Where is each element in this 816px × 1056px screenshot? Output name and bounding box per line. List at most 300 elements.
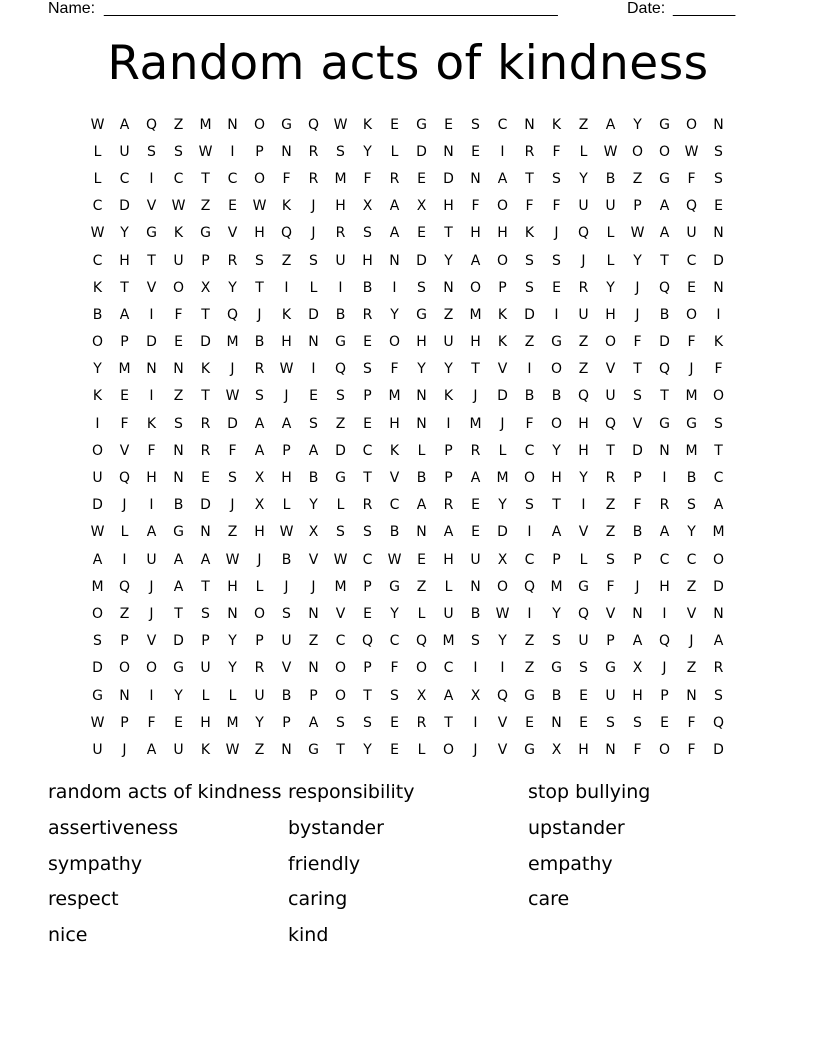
grid-letter[interactable]: U — [92, 470, 103, 487]
grid-letter[interactable]: W — [198, 143, 213, 160]
grid-letter[interactable]: D — [713, 252, 724, 269]
grid-letter[interactable]: F — [147, 714, 156, 731]
grid-letter[interactable]: F — [363, 170, 372, 187]
grid-letter[interactable]: N — [632, 605, 643, 622]
grid-letter[interactable]: D — [713, 578, 724, 595]
grid-letter[interactable]: V — [146, 279, 157, 296]
grid-letter[interactable]: T — [525, 170, 534, 187]
grid-letter[interactable]: P — [201, 633, 210, 650]
grid-letter[interactable]: A — [443, 687, 454, 704]
grid-letter[interactable]: T — [471, 361, 480, 378]
grid-letter[interactable]: Z — [308, 633, 319, 650]
grid-letter[interactable]: Y — [228, 660, 237, 677]
grid-letter[interactable]: W — [90, 116, 105, 133]
grid-letter[interactable]: V — [605, 605, 616, 622]
grid-letter[interactable]: X — [416, 687, 427, 704]
grid-letter[interactable]: Z — [227, 524, 238, 541]
grid-letter[interactable]: S — [471, 633, 480, 650]
grid-letter[interactable]: A — [146, 741, 157, 758]
grid-letter[interactable]: F — [390, 660, 399, 677]
grid-letter[interactable]: J — [284, 388, 289, 405]
grid-letter[interactable]: I — [392, 279, 397, 296]
grid-letter[interactable]: X — [254, 470, 265, 487]
grid-letter[interactable]: Z — [524, 334, 535, 351]
grid-letter[interactable]: M — [469, 306, 482, 323]
grid-letter[interactable]: E — [363, 334, 372, 351]
grid-letter[interactable]: B — [605, 170, 616, 187]
grid-letter[interactable]: B — [92, 306, 103, 323]
grid-letter[interactable]: V — [335, 605, 346, 622]
grid-letter[interactable]: Z — [254, 741, 265, 758]
grid-letter[interactable]: F — [687, 334, 696, 351]
grid-letter[interactable]: J — [230, 361, 235, 378]
grid-letter[interactable]: V — [497, 741, 508, 758]
grid-letter[interactable]: S — [417, 279, 426, 296]
grid-letter[interactable]: C — [713, 470, 724, 487]
grid-letter[interactable]: D — [173, 633, 184, 650]
grid-letter[interactable]: D — [443, 170, 454, 187]
grid-letter[interactable]: H — [659, 578, 670, 595]
grid-letter[interactable]: O — [685, 306, 698, 323]
grid-letter[interactable]: T — [120, 279, 129, 296]
grid-letter[interactable]: I — [527, 524, 532, 541]
grid-letter[interactable]: M — [334, 170, 347, 187]
grid-letter[interactable]: C — [524, 442, 535, 459]
grid-letter[interactable]: Y — [498, 497, 507, 514]
grid-letter[interactable]: Z — [524, 660, 535, 677]
grid-letter[interactable]: O — [496, 198, 509, 215]
grid-letter[interactable]: I — [149, 687, 154, 704]
grid-letter[interactable]: S — [174, 415, 183, 432]
grid-letter[interactable]: B — [686, 470, 697, 487]
grid-letter[interactable]: Y — [633, 252, 642, 269]
grid-letter[interactable]: T — [714, 442, 723, 459]
grid-letter[interactable]: Y — [309, 497, 318, 514]
grid-letter[interactable]: N — [281, 143, 292, 160]
grid-letter[interactable]: L — [606, 225, 615, 242]
grid-letter[interactable]: C — [92, 198, 103, 215]
grid-letter[interactable]: Y — [228, 279, 237, 296]
grid-letter[interactable]: E — [201, 470, 210, 487]
grid-letter[interactable]: D — [227, 415, 238, 432]
grid-letter[interactable]: O — [712, 551, 725, 568]
grid-letter[interactable]: J — [473, 741, 478, 758]
grid-letter[interactable]: O — [685, 116, 698, 133]
grid-letter[interactable]: Z — [578, 334, 589, 351]
grid-letter[interactable]: I — [581, 497, 586, 514]
grid-letter[interactable]: Q — [280, 225, 293, 242]
grid-letter[interactable]: H — [227, 578, 238, 595]
grid-letter[interactable]: B — [254, 334, 265, 351]
grid-letter[interactable]: S — [336, 714, 345, 731]
grid-letter[interactable]: G — [578, 578, 589, 595]
grid-letter[interactable]: U — [686, 225, 697, 242]
grid-letter[interactable]: E — [363, 415, 372, 432]
grid-letter[interactable]: V — [227, 225, 238, 242]
grid-letter[interactable]: B — [389, 524, 400, 541]
grid-letter[interactable]: B — [335, 306, 346, 323]
grid-letter[interactable]: K — [713, 334, 724, 351]
grid-letter[interactable]: Z — [686, 660, 697, 677]
grid-letter[interactable]: X — [416, 198, 427, 215]
grid-letter[interactable]: N — [308, 660, 319, 677]
grid-letter[interactable]: S — [363, 361, 372, 378]
grid-letter[interactable]: A — [659, 198, 670, 215]
grid-letter[interactable]: B — [173, 497, 184, 514]
grid-letter[interactable]: D — [335, 442, 346, 459]
grid-letter[interactable]: M — [469, 415, 482, 432]
grid-letter[interactable]: G — [335, 470, 346, 487]
grid-letter[interactable]: K — [281, 306, 292, 323]
grid-letter[interactable]: H — [146, 470, 157, 487]
grid-letter[interactable]: W — [252, 198, 267, 215]
grid-letter[interactable]: X — [470, 687, 481, 704]
grid-letter[interactable]: E — [390, 741, 399, 758]
grid-letter[interactable]: Z — [443, 306, 454, 323]
grid-letter[interactable]: A — [254, 442, 265, 459]
grid-letter[interactable]: R — [443, 497, 454, 514]
grid-letter[interactable]: L — [579, 551, 588, 568]
grid-letter[interactable]: J — [473, 388, 478, 405]
grid-letter[interactable]: U — [92, 741, 103, 758]
grid-letter[interactable]: H — [362, 252, 373, 269]
grid-letter[interactable]: Y — [93, 361, 102, 378]
grid-letter[interactable]: G — [173, 660, 184, 677]
grid-letter[interactable]: I — [149, 170, 154, 187]
grid-letter[interactable]: S — [336, 388, 345, 405]
grid-letter[interactable]: P — [309, 687, 318, 704]
grid-letter[interactable]: B — [362, 279, 373, 296]
grid-letter[interactable]: K — [524, 225, 535, 242]
grid-letter[interactable]: H — [254, 225, 265, 242]
grid-letter[interactable]: H — [200, 714, 211, 731]
grid-letter[interactable]: I — [95, 415, 100, 432]
grid-letter[interactable]: J — [635, 306, 640, 323]
grid-letter[interactable]: L — [336, 497, 345, 514]
grid-letter[interactable]: K — [443, 388, 454, 405]
grid-letter[interactable]: Z — [578, 361, 589, 378]
grid-letter[interactable]: U — [578, 633, 589, 650]
grid-letter[interactable]: P — [606, 633, 615, 650]
grid-letter[interactable]: Q — [307, 116, 320, 133]
grid-letter[interactable]: S — [525, 279, 534, 296]
grid-letter[interactable]: F — [552, 198, 561, 215]
grid-letter[interactable]: R — [227, 252, 238, 269]
grid-letter[interactable]: Y — [417, 361, 426, 378]
grid-letter[interactable]: S — [714, 687, 723, 704]
grid-letter[interactable]: A — [659, 225, 670, 242]
grid-letter[interactable]: O — [442, 741, 455, 758]
grid-letter[interactable]: R — [200, 442, 211, 459]
grid-letter[interactable]: F — [552, 143, 561, 160]
grid-letter[interactable]: L — [228, 687, 237, 704]
grid-letter[interactable]: Y — [687, 524, 696, 541]
grid-letter[interactable]: J — [635, 578, 640, 595]
grid-letter[interactable]: W — [630, 225, 645, 242]
grid-letter[interactable]: M — [334, 578, 347, 595]
grid-letter[interactable]: I — [554, 306, 559, 323]
grid-letter[interactable]: Z — [173, 388, 184, 405]
grid-letter[interactable]: O — [118, 660, 131, 677]
grid-letter[interactable]: I — [230, 143, 235, 160]
grid-letter[interactable]: A — [632, 633, 643, 650]
grid-letter[interactable]: N — [308, 334, 319, 351]
grid-letter[interactable]: S — [201, 605, 210, 622]
grid-letter[interactable]: E — [174, 334, 183, 351]
grid-letter[interactable]: U — [146, 551, 157, 568]
grid-letter[interactable]: O — [253, 116, 266, 133]
grid-letter[interactable]: C — [389, 633, 400, 650]
grid-letter[interactable]: I — [284, 279, 289, 296]
grid-letter[interactable]: P — [633, 470, 642, 487]
grid-letter[interactable]: E — [309, 388, 318, 405]
grid-letter[interactable]: V — [281, 660, 292, 677]
grid-letter[interactable]: G — [416, 116, 427, 133]
grid-letter[interactable]: H — [632, 687, 643, 704]
grid-letter[interactable]: A — [119, 306, 130, 323]
grid-letter[interactable]: A — [281, 415, 292, 432]
grid-letter[interactable]: P — [363, 578, 372, 595]
grid-letter[interactable]: V — [578, 524, 589, 541]
grid-letter[interactable]: Y — [363, 143, 372, 160]
grid-letter[interactable]: I — [149, 388, 154, 405]
grid-letter[interactable]: L — [120, 524, 129, 541]
grid-letter[interactable]: H — [389, 415, 400, 432]
grid-letter[interactable]: G — [524, 687, 535, 704]
grid-letter[interactable]: R — [362, 497, 373, 514]
grid-letter[interactable]: O — [91, 605, 104, 622]
grid-letter[interactable]: R — [254, 660, 265, 677]
grid-letter[interactable]: A — [146, 524, 157, 541]
grid-letter[interactable]: N — [443, 143, 454, 160]
grid-letter[interactable]: A — [605, 116, 616, 133]
grid-letter[interactable]: H — [335, 198, 346, 215]
grid-letter[interactable]: H — [578, 442, 589, 459]
grid-letter[interactable]: Q — [658, 279, 671, 296]
grid-letter[interactable]: K — [92, 279, 103, 296]
grid-letter[interactable]: O — [334, 687, 347, 704]
grid-letter[interactable]: N — [470, 578, 481, 595]
grid-letter[interactable]: B — [659, 306, 670, 323]
grid-letter[interactable]: Z — [605, 497, 616, 514]
grid-letter[interactable]: G — [200, 225, 211, 242]
grid-letter[interactable]: S — [525, 497, 534, 514]
grid-letter[interactable]: M — [442, 633, 455, 650]
grid-letter[interactable]: N — [200, 524, 211, 541]
grid-letter[interactable]: V — [146, 198, 157, 215]
grid-letter[interactable]: D — [308, 306, 319, 323]
grid-letter[interactable]: V — [632, 415, 643, 432]
grid-letter[interactable]: W — [225, 388, 240, 405]
grid-letter[interactable]: F — [633, 497, 642, 514]
grid-letter[interactable]: S — [255, 388, 264, 405]
grid-letter[interactable]: H — [551, 470, 562, 487]
grid-letter[interactable]: E — [390, 116, 399, 133]
grid-letter[interactable]: Z — [686, 578, 697, 595]
grid-letter[interactable]: L — [498, 442, 507, 459]
grid-letter[interactable]: P — [255, 143, 264, 160]
grid-letter[interactable]: U — [173, 741, 184, 758]
grid-letter[interactable]: S — [336, 143, 345, 160]
grid-letter[interactable]: F — [282, 170, 291, 187]
grid-letter[interactable]: R — [578, 279, 589, 296]
grid-letter[interactable]: F — [687, 741, 696, 758]
grid-letter[interactable]: S — [363, 714, 372, 731]
grid-letter[interactable]: H — [443, 551, 454, 568]
grid-letter[interactable]: C — [686, 252, 697, 269]
grid-letter[interactable]: S — [363, 225, 372, 242]
grid-letter[interactable]: K — [389, 442, 400, 459]
grid-letter[interactable]: U — [173, 252, 184, 269]
grid-letter[interactable]: S — [255, 252, 264, 269]
grid-letter[interactable]: T — [201, 578, 210, 595]
grid-letter[interactable]: A — [470, 470, 481, 487]
grid-letter[interactable]: J — [284, 578, 289, 595]
grid-letter[interactable]: S — [552, 633, 561, 650]
grid-letter[interactable]: R — [308, 143, 319, 160]
grid-letter[interactable]: Q — [658, 633, 671, 650]
grid-letter[interactable]: U — [605, 198, 616, 215]
grid-letter[interactable]: D — [92, 497, 103, 514]
grid-letter[interactable]: T — [255, 279, 264, 296]
grid-letter[interactable]: W — [603, 143, 618, 160]
grid-letter[interactable]: F — [525, 415, 534, 432]
grid-letter[interactable]: T — [363, 687, 372, 704]
grid-letter[interactable]: N — [686, 687, 697, 704]
grid-letter[interactable]: U — [578, 306, 589, 323]
grid-letter[interactable]: G — [659, 415, 670, 432]
grid-letter[interactable]: T — [363, 470, 372, 487]
grid-letter[interactable]: U — [281, 633, 292, 650]
grid-letter[interactable]: C — [389, 497, 400, 514]
grid-letter[interactable]: S — [606, 714, 615, 731]
grid-letter[interactable]: H — [443, 198, 454, 215]
grid-letter[interactable]: F — [687, 170, 696, 187]
grid-letter[interactable]: S — [309, 252, 318, 269]
grid-letter[interactable]: U — [470, 551, 481, 568]
grid-letter[interactable]: H — [281, 334, 292, 351]
grid-letter[interactable]: T — [201, 388, 210, 405]
grid-letter[interactable]: G — [686, 415, 697, 432]
grid-letter[interactable]: A — [389, 225, 400, 242]
grid-letter[interactable]: H — [578, 741, 589, 758]
grid-letter[interactable]: Q — [496, 687, 509, 704]
grid-letter[interactable]: N — [308, 605, 319, 622]
grid-letter[interactable]: K — [281, 198, 292, 215]
grid-letter[interactable]: F — [714, 361, 723, 378]
grid-letter[interactable]: Q — [118, 470, 131, 487]
grid-letter[interactable]: G — [551, 334, 562, 351]
grid-letter[interactable]: V — [497, 714, 508, 731]
grid-letter[interactable]: X — [632, 660, 643, 677]
grid-letter[interactable]: T — [201, 170, 210, 187]
grid-letter[interactable]: E — [120, 388, 129, 405]
grid-letter[interactable]: W — [90, 524, 105, 541]
grid-letter[interactable]: V — [605, 361, 616, 378]
grid-letter[interactable]: W — [279, 524, 294, 541]
grid-letter[interactable]: Y — [606, 279, 615, 296]
grid-letter[interactable]: G — [659, 170, 670, 187]
grid-letter[interactable]: Y — [444, 361, 453, 378]
grid-letter[interactable]: J — [311, 578, 316, 595]
grid-letter[interactable]: D — [632, 442, 643, 459]
grid-letter[interactable]: B — [281, 687, 292, 704]
grid-letter[interactable]: N — [524, 116, 535, 133]
grid-letter[interactable]: V — [686, 605, 697, 622]
grid-letter[interactable]: E — [687, 279, 696, 296]
grid-letter[interactable]: J — [122, 497, 127, 514]
grid-letter[interactable]: C — [524, 551, 535, 568]
grid-letter[interactable]: L — [579, 143, 588, 160]
grid-letter[interactable]: O — [550, 361, 563, 378]
grid-letter[interactable]: E — [579, 714, 588, 731]
grid-letter[interactable]: A — [92, 551, 103, 568]
grid-letter[interactable]: H — [281, 470, 292, 487]
grid-letter[interactable]: E — [471, 524, 480, 541]
grid-letter[interactable]: W — [225, 551, 240, 568]
grid-letter[interactable]: S — [363, 524, 372, 541]
grid-letter[interactable]: Q — [577, 605, 590, 622]
grid-letter[interactable]: L — [390, 143, 399, 160]
grid-letter[interactable]: N — [173, 361, 184, 378]
grid-letter[interactable]: O — [172, 279, 185, 296]
grid-letter[interactable]: S — [93, 633, 102, 650]
grid-letter[interactable]: J — [149, 578, 154, 595]
grid-letter[interactable]: K — [173, 225, 184, 242]
grid-letter[interactable]: K — [497, 334, 508, 351]
grid-letter[interactable]: I — [311, 361, 316, 378]
grid-letter[interactable]: O — [145, 660, 158, 677]
grid-letter[interactable]: O — [604, 334, 617, 351]
grid-letter[interactable]: A — [173, 551, 184, 568]
grid-letter[interactable]: R — [524, 143, 535, 160]
grid-letter[interactable]: Z — [524, 633, 535, 650]
grid-letter[interactable]: N — [173, 442, 184, 459]
grid-letter[interactable]: A — [497, 170, 508, 187]
grid-letter[interactable]: A — [254, 415, 265, 432]
grid-letter[interactable]: Z — [416, 578, 427, 595]
grid-letter[interactable]: Z — [605, 524, 616, 541]
grid-letter[interactable]: W — [333, 551, 348, 568]
name-field[interactable]: ___________________________________________________ — [104, 0, 558, 17]
grid-letter[interactable]: D — [92, 660, 103, 677]
grid-letter[interactable]: E — [525, 714, 534, 731]
grid-letter[interactable]: B — [470, 605, 481, 622]
grid-letter[interactable]: A — [659, 524, 670, 541]
grid-letter[interactable]: R — [416, 714, 427, 731]
grid-letter[interactable]: S — [174, 143, 183, 160]
grid-letter[interactable]: N — [281, 741, 292, 758]
grid-letter[interactable]: S — [606, 551, 615, 568]
grid-letter[interactable]: I — [446, 415, 451, 432]
grid-letter[interactable]: F — [147, 442, 156, 459]
grid-letter[interactable]: A — [200, 551, 211, 568]
grid-letter[interactable]: W — [495, 605, 510, 622]
grid-letter[interactable]: H — [119, 252, 130, 269]
grid-letter[interactable]: B — [281, 551, 292, 568]
grid-letter[interactable]: Y — [363, 741, 372, 758]
grid-letter[interactable]: S — [552, 252, 561, 269]
grid-letter[interactable]: I — [500, 660, 505, 677]
grid-letter[interactable]: N — [713, 279, 724, 296]
grid-letter[interactable]: L — [417, 442, 426, 459]
grid-letter[interactable]: I — [149, 497, 154, 514]
grid-letter[interactable]: K — [200, 361, 211, 378]
grid-letter[interactable]: R — [470, 442, 481, 459]
grid-letter[interactable]: V — [497, 361, 508, 378]
grid-letter[interactable]: J — [257, 551, 262, 568]
grid-letter[interactable]: P — [444, 442, 453, 459]
